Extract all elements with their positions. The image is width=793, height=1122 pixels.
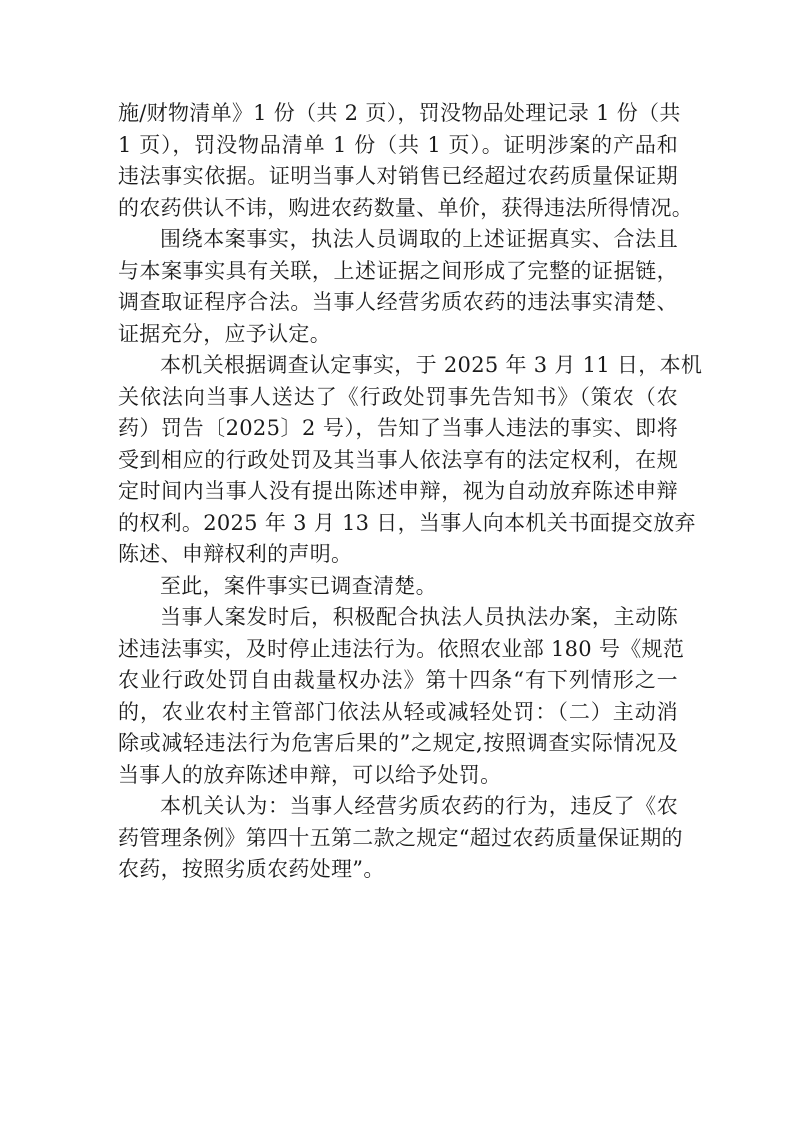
paragraph-investigation-complete: [118, 571, 678, 603]
paragraph-evidence-assessment: [118, 224, 678, 350]
text-line: 违法事实依据。证明当事人对销售已经超过农药质量保证期: [118, 164, 678, 188]
text-line: 农业行政处罚自由裁量权办法》第十四条“有下列情形之一: [118, 668, 678, 692]
text-line: 围绕本案事实，执法人员调取的上述证据真实、合法且: [160, 227, 678, 251]
text-line: 本机关认为：当事人经营劣质农药的行为，违反了《农: [160, 794, 678, 818]
paragraph-notification: [118, 350, 703, 571]
text-line: 施/财物清单》1 份（共 2 页），罚没物品处理记录 1 份（共: [118, 101, 681, 125]
paragraph-evidence-list: [118, 98, 694, 224]
paragraph-legal-finding: [118, 791, 683, 886]
text-line: 1 页），罚没物品清单 1 份（共 1 页）。证明涉案的产品和: [118, 132, 678, 157]
text-line: 述违法事实，及时停止违法行为。依照农业部 180 号《规范: [118, 636, 685, 661]
text-line: 调查取证程序合法。当事人经营劣质农药的违法事实清楚、: [118, 290, 678, 314]
document-page: [118, 98, 703, 886]
text-line: 的农药供认不讳，购进农药数量、单价，获得违法所得情况。: [118, 195, 694, 220]
text-line: 定时间内当事人没有提出陈述申辩，视为自动放弃陈述申辩: [118, 479, 678, 503]
paragraph-mitigation: [118, 602, 685, 791]
text-line: 药）罚告〔2025〕2 号），告知了当事人违法的事实、即将: [118, 416, 678, 440]
text-line: 与本案事实具有关联，上述证据之间形成了完整的证据链，: [118, 258, 678, 283]
text-line: 至此，案件事实已调查清楚。: [160, 573, 437, 598]
text-line: 除或减轻违法行为危害后果的”之规定,按照调查实际情况及: [118, 731, 678, 755]
text-line: 的，农业农村主管部门依法从轻或减轻处罚：（二）主动消: [118, 699, 678, 724]
text-line: 当事人的放弃陈述申辩，可以给予处罚。: [118, 762, 502, 787]
text-line: 关依法向当事人送达了《行政处罚事先告知书》（策农（农: [118, 384, 678, 409]
text-line: 受到相应的行政处罚及其当事人依法享有的法定权利，在规: [118, 447, 678, 472]
text-line: 陈述、申辩权利的声明。: [118, 542, 353, 566]
text-line: 的权利。2025 年 3 月 13 日，当事人向本机关书面提交放弃: [118, 510, 696, 535]
text-line: 农药，按照劣质农药处理”。: [118, 857, 385, 881]
text-line: 证据充分，应予认定。: [118, 321, 331, 346]
text-line: 当事人案发时后，积极配合执法人员执法办案，主动陈: [160, 605, 678, 629]
text-line: 药管理条例》第四十五第二款之规定“超过农药质量保证期的: [118, 825, 683, 850]
text-line: 本机关根据调查认定事实，于 2025 年 3 月 11 日，本机: [160, 353, 703, 377]
